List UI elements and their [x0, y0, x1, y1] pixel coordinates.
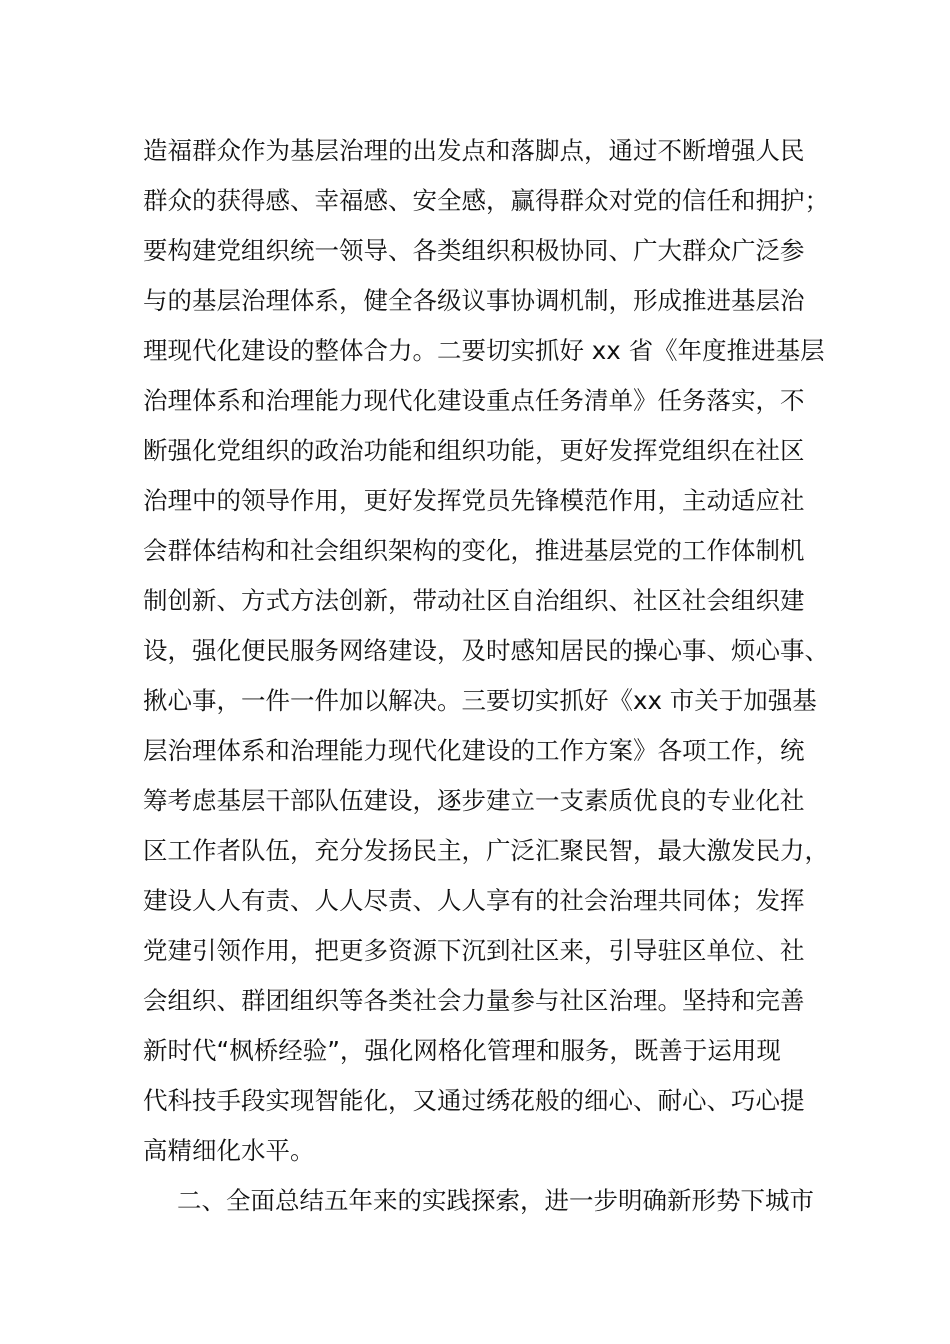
text-line: 党建引领作用，把更多资源下沉到社区来，引导驻区单位、社: [143, 936, 805, 965]
text-line: 造福群众作为基层治理的出发点和落脚点，通过不断增强人民: [143, 136, 805, 165]
text-line: 筹考虑基层干部队伍建设，逐步建立一支素质优良的专业化社: [143, 786, 805, 815]
text-line: 区工作者队伍，充分发扬民主，广泛汇聚民智，最大激发民力，: [143, 836, 829, 865]
text-line: 制创新、方式方法创新，带动社区自治组织、社区社会组织建: [143, 586, 805, 615]
text-line: 建设人人有责、人人尽责、人人享有的社会治理共同体；发挥: [143, 886, 805, 915]
text-line: 群众的获得感、幸福感、安全感，赢得群众对党的信任和拥护；: [143, 186, 829, 215]
text-line: 代科技手段实现智能化，又通过绣花般的细心、耐心、巧心提: [143, 1086, 805, 1115]
text-line: 设，强化便民服务网络建设，及时感知居民的操心事、烦心事、: [143, 636, 829, 665]
text-line: 理现代化建设的整体合力。二要切实抓好 xx 省《年度推进基层: [143, 336, 825, 365]
text-line: 治理中的领导作用，更好发挥党员先锋模范作用，主动适应社: [143, 486, 805, 515]
text-line: 层治理体系和治理能力现代化建设的工作方案》各项工作，统: [143, 736, 805, 765]
text-line: 新时代“枫桥经验”，强化网格化管理和服务，既善于运用现: [143, 1036, 781, 1065]
text-line: 断强化党组织的政治功能和组织功能，更好发挥党组织在社区: [143, 436, 805, 465]
text-line: 与的基层治理体系，健全各级议事协调机制，形成推进基层治: [143, 286, 805, 315]
text-line: 会组织、群团组织等各类社会力量参与社区治理。坚持和完善: [143, 986, 805, 1015]
text-line: 高精细化水平。: [143, 1136, 315, 1165]
text-line: 治理体系和治理能力现代化建设重点任务清单》任务落实，不: [143, 386, 805, 415]
body-text: [143, 126, 843, 1226]
text-line: 会群体结构和社会组织架构的变化，推进基层党的工作体制机: [143, 536, 805, 565]
section-heading-line: 二、全面总结五年来的实践探索，进一步明确新形势下城市: [177, 1186, 814, 1215]
text-line: 要构建党组织统一领导、各类组织积极协同、广大群众广泛参: [143, 236, 805, 265]
text-line: 揪心事，一件一件加以解决。三要切实抓好《xx 市关于加强基: [143, 686, 817, 715]
